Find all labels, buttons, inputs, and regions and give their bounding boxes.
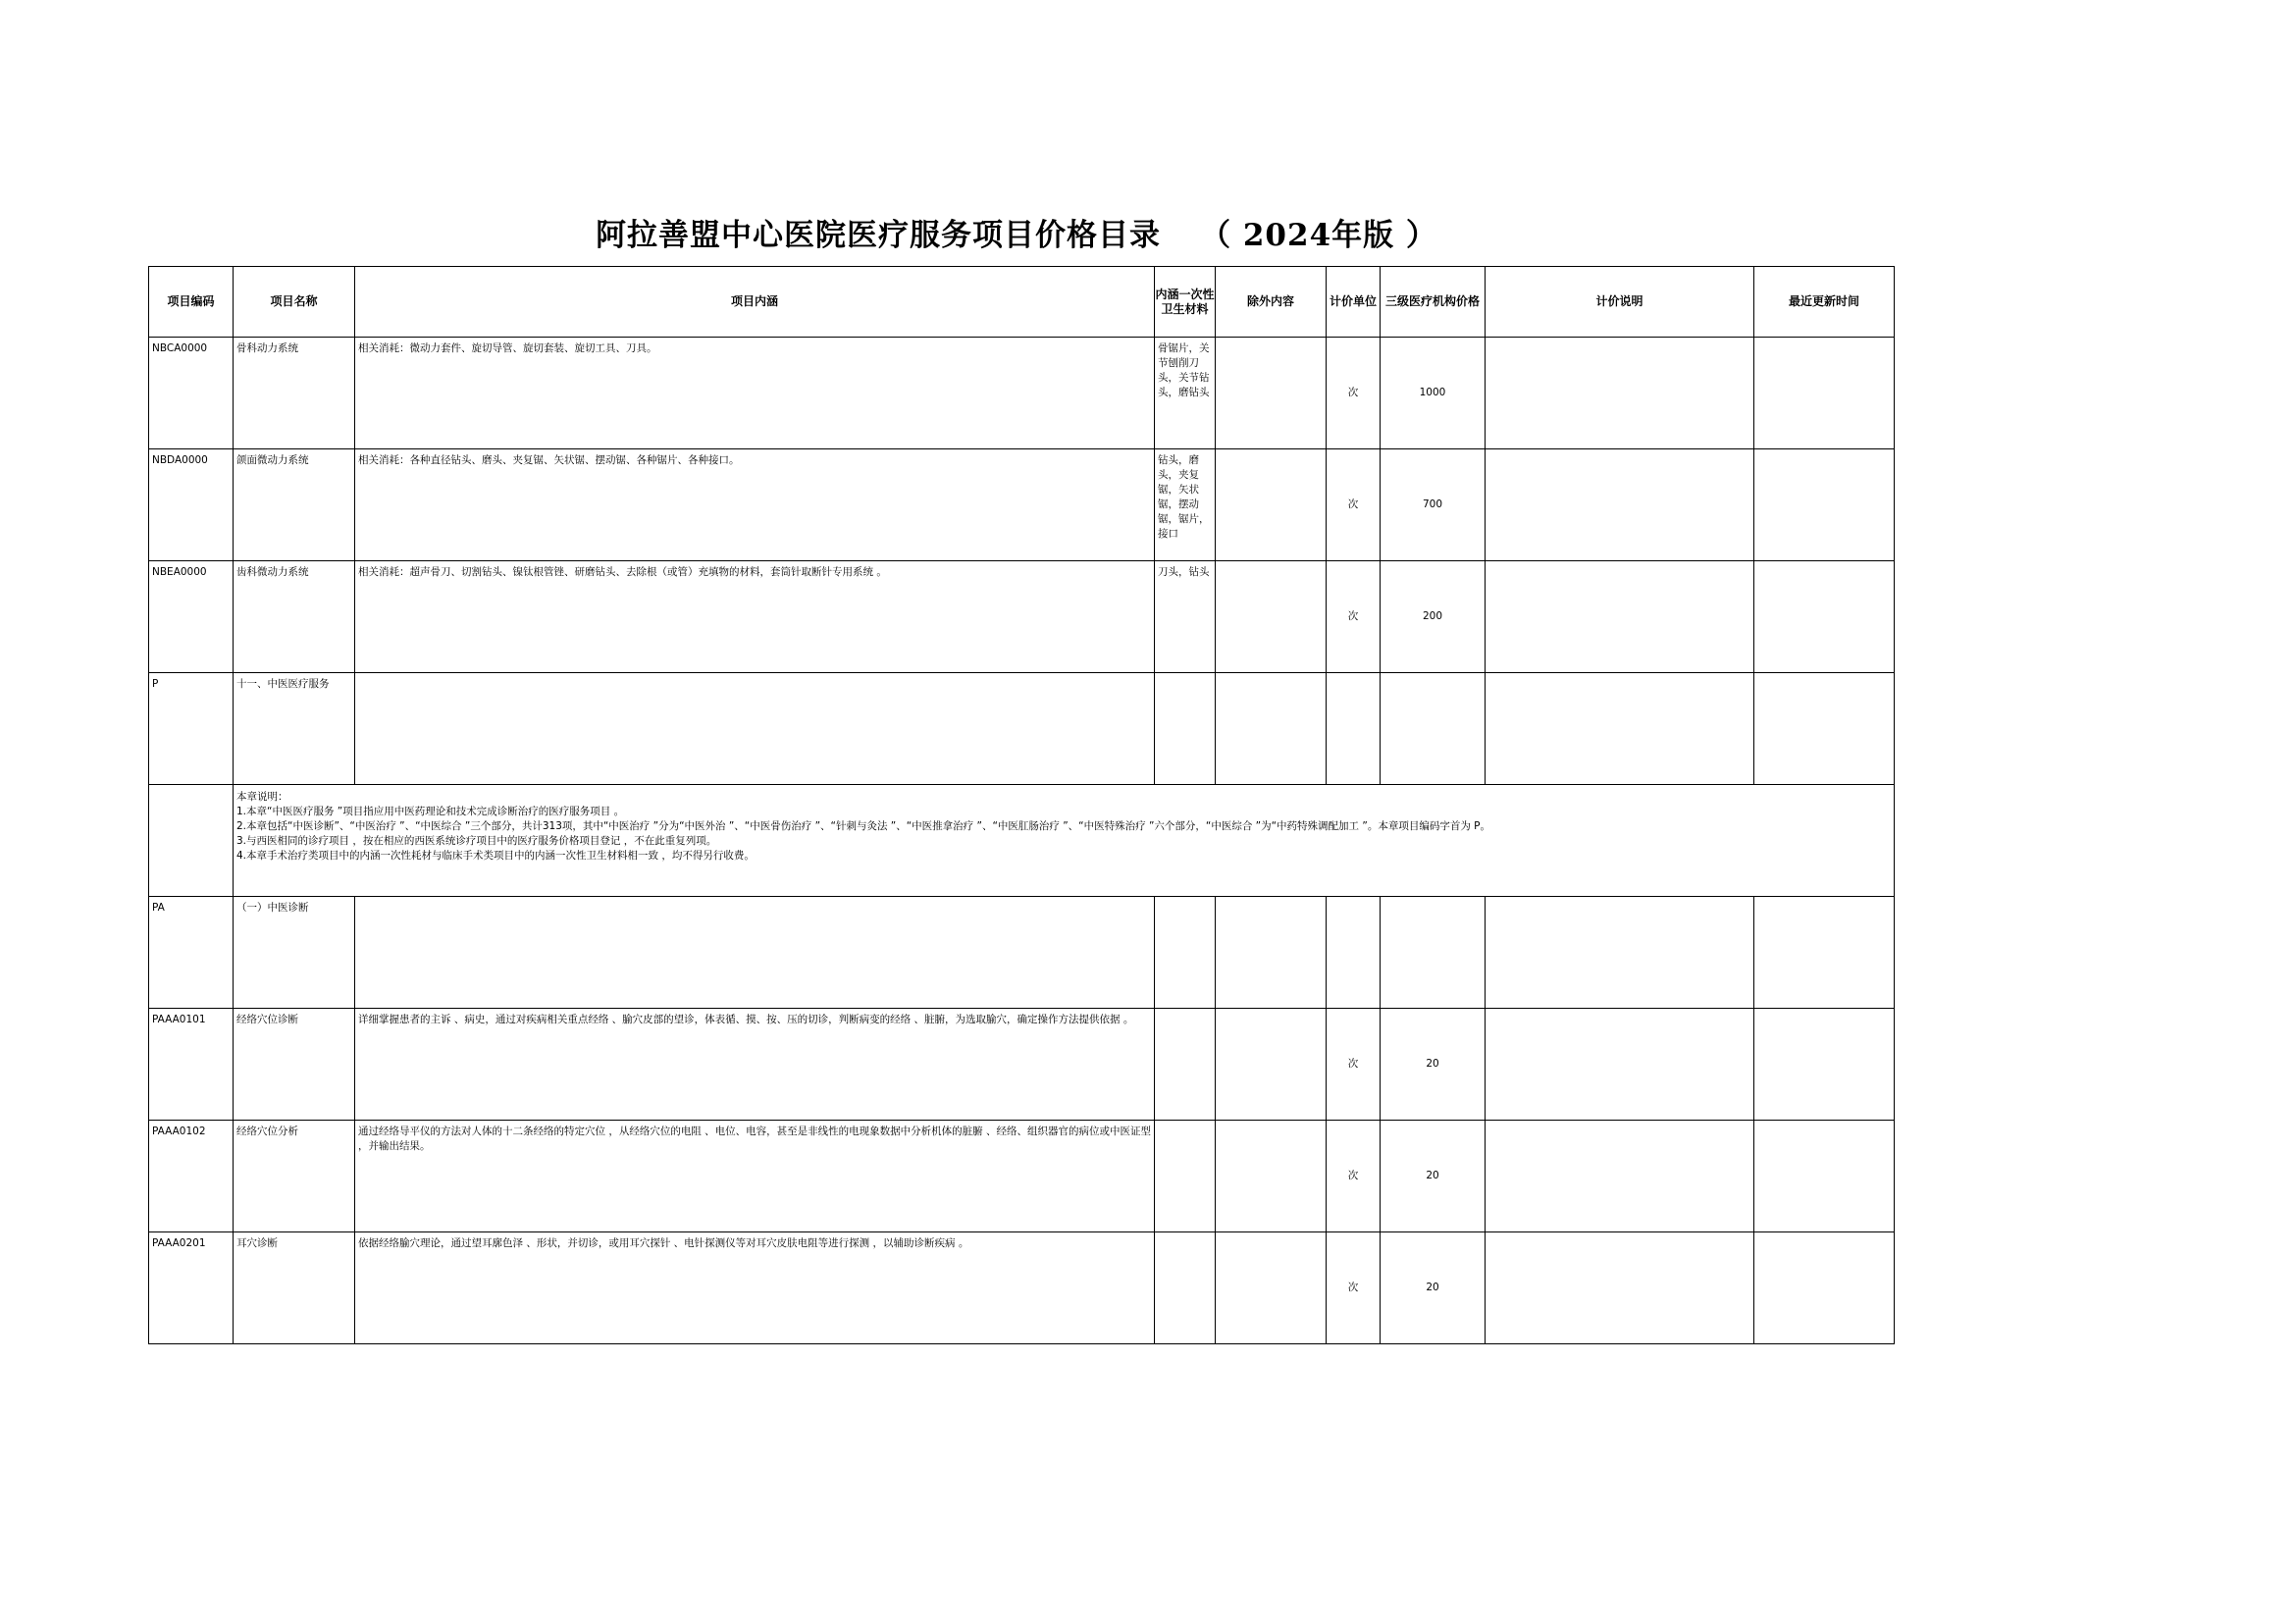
cell-consumable [1155,897,1215,901]
cell-content: 相关消耗：各种直径钻头、磨头、夹复锯、矢状锯、摆动锯、各种锯片、各种接口。 [358,454,740,466]
header-consumable: 内涵一次性卫生材料 [1155,267,1216,338]
cell-note [1486,897,1753,901]
header-content: 项目内涵 [355,267,1155,338]
cell-note [1486,338,1753,341]
header-excluded: 除外内容 [1216,267,1327,338]
cell-price: 200 [1381,561,1486,673]
cell-consumable [1155,673,1215,677]
cell-excluded [1216,897,1326,901]
cell-price: 20 [1381,1232,1486,1344]
cell-content: 依据经络腧穴理论，通过望耳廓色泽 、形状，并切诊，或用耳穴探针 、电针探测仪等对耳穴皮肤电阻等进行探测 ，以辅助诊断疾病 。 [358,1237,969,1249]
cell-name: 经络穴位诊断 [236,1014,298,1025]
cell-content: 相关消耗：微动力套件、旋切导管、旋切套装、旋切工具、刀具。 [358,342,657,354]
cell-updated [1754,338,1894,341]
cell-price: 1000 [1381,338,1486,449]
table-row [149,1009,1895,1121]
cell-excluded [1216,1121,1326,1125]
cell-price [1381,897,1486,1009]
table-row [149,897,1895,1009]
cell-name: （一）中医诊断 [236,902,309,914]
table-row [149,1232,1895,1344]
cell-consumable: 刀头，钻头 [1158,566,1210,578]
cell-name: 十一、中医医疗服务 [236,678,330,690]
cell-code: NBEA0000 [152,566,207,578]
header-note: 计价说明 [1486,267,1754,338]
table-row [149,338,1895,449]
cell-content [355,673,1154,677]
cell-content: 通过经络导平仪的方法对人体的十二条经络的特定穴位 ，从经络穴位的电阻 、电位、电容，甚至是非线性的电现象数据中分析机体的脏腑 、经络、组织器官的病位或中医证型 ，并输出结果。 [358,1126,1152,1152]
cell-price: 700 [1381,449,1486,561]
cell-code: PAAA0201 [152,1237,206,1249]
cell-updated [1754,1009,1894,1013]
header-code: 项目编码 [149,267,234,338]
cell-consumable [1155,1009,1215,1013]
cell-price: 20 [1381,1121,1486,1232]
cell-note [1486,1121,1753,1125]
table-row [149,561,1895,673]
cell-note [1486,1009,1753,1013]
cell-name: 经络穴位分析 [236,1126,298,1137]
price-catalog-table [148,266,1895,1344]
cell-name: 耳穴诊断 [236,1237,278,1249]
cell-excluded [1216,673,1326,677]
cell-consumable [1155,1232,1215,1236]
cell-unit [1327,897,1381,1009]
cell-unit: 次 [1327,449,1381,561]
header-name: 项目名称 [234,267,355,338]
page-title: 阿拉善盟中心医院医疗服务项目价格目录 （ 2024年版 ） [596,218,1437,253]
cell-note [1486,1232,1753,1236]
cell-content [355,897,1154,901]
cell-updated [1754,673,1894,677]
cell-excluded [1216,1232,1326,1236]
cell-note [1486,561,1753,565]
cell-code: P [152,678,159,690]
cell-note [1486,449,1753,453]
cell-content: 相关消耗：超声骨刀、切割钻头、镍钛根管锉、研磨钻头、去除根（或管）充填物的材料，套筒针取断针专用系统 。 [358,566,887,578]
cell-price: 20 [1381,1009,1486,1121]
cell-updated [1754,1232,1894,1236]
cell-price [1381,673,1486,785]
cell-consumable: 钻头，磨头，夹复锯，矢状锯，摆动锯，锯片，接口 [1158,454,1210,540]
notes-line: 4.本章手术治疗类项目中的内涵一次性耗材与临床手术类项目中的内涵一次性卫生材料相一致 ，均不得另行收费。 [236,850,755,862]
cell-name: 骨科动力系统 [236,342,298,354]
chapter-notes-row [149,785,1895,897]
cell-unit: 次 [1327,1232,1381,1344]
chapter-notes [234,785,1894,864]
notes-line: 3.与西医相同的诊疗项目 ，按在相应的西医系统诊疗项目中的医疗服务价格项目登记 ，不在此重复列项。 [236,835,717,847]
cell-unit: 次 [1327,1009,1381,1121]
cell-excluded [1216,1009,1326,1013]
cell-updated [1754,1121,1894,1125]
header-price: 三级医疗机构价格 [1381,267,1486,338]
cell-excluded [1216,561,1326,565]
cell-consumable: 骨锯片，关节刨削刀头，关节钻头，磨钻头 [1158,342,1210,398]
cell-consumable [1155,1121,1215,1125]
table-header-row [149,267,1895,338]
cell-excluded [1216,449,1326,453]
cell-unit: 次 [1327,338,1381,449]
notes-line: 1.本章“中医医疗服务 ”项目指应用中医药理论和技术完成诊断治疗的医疗服务项目 。 [236,806,625,817]
notes-heading: 本章说明： [236,791,288,803]
cell-updated [1754,449,1894,453]
cell-unit [1327,673,1381,785]
cell-unit: 次 [1327,1121,1381,1232]
table-row [149,673,1895,785]
header-updated: 最近更新时间 [1754,267,1895,338]
cell-code: NBDA0000 [152,454,208,466]
cell-content: 详细掌握患者的主诉 、病史，通过对疾病相关重点经络 、腧穴皮部的望诊，体表循、摸、按、压的切诊，判断病变的经络 、脏腑，为选取腧穴，确定操作方法提供依据 。 [358,1014,1134,1025]
cell-code: PAAA0101 [152,1014,206,1025]
cell-updated [1754,561,1894,565]
cell-note [1486,673,1753,677]
table-row [149,449,1895,561]
cell-updated [1754,897,1894,901]
cell-code: NBCA0000 [152,342,208,354]
cell-name: 齿科微动力系统 [236,566,309,578]
cell-code: PA [152,902,165,914]
header-unit: 计价单位 [1327,267,1381,338]
cell-name: 颌面微动力系统 [236,454,309,466]
cell-excluded [1216,338,1326,341]
notes-line: 2.本章包括“中医诊断”、“中医治疗 ”、“中医综合 ”三个部分，共计313项，其中“中医治疗 ”分为“中医外治 ”、“中医骨伤治疗 ”、“针刺与灸法 ”、“中医推拿治疗 ”、“中医肛肠治疗 ”、“中医特殊治疗 ”六个部分，“中医综合 ”为“中药特殊调配加工 ”。本章项目编码字首为 P。 [236,820,1490,832]
table-row [149,1121,1895,1232]
cell-code: PAAA0102 [152,1126,206,1137]
cell-unit: 次 [1327,561,1381,673]
